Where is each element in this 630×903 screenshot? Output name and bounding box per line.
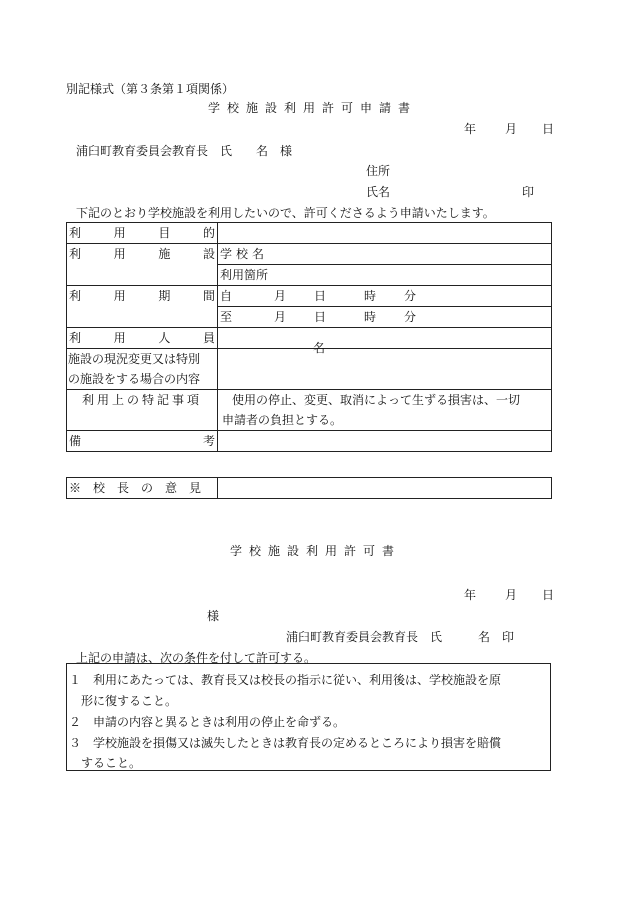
from-label: 自 [220,289,233,303]
condition-2: ２ 申請の内容と異るときは利用の停止を命ずる。 [69,715,346,729]
people-field[interactable] [218,328,552,355]
school-name-field[interactable] [218,244,552,265]
permit-issuer: 浦臼町教育委員会教育長 氏 名 印 [286,630,515,644]
row-notes [67,390,552,431]
row-facility [67,244,552,265]
application-intro: 下記のとおり学校施設を利用したいので、許可くださるよう申請いたします。 [76,206,495,220]
change-label-2: の施設をする場合の内容 [68,372,201,386]
date-year: 年 [464,122,477,136]
permit-date-year: 年 [464,588,477,602]
school-name-label: 学校名 [220,247,269,261]
application-title: 学校施設利用許可申請書 [208,101,418,115]
facility-label: 利 用 施 設 [69,247,215,261]
remarks-label: 備 考 [69,434,215,448]
permit-title: 学校施設利用許可書 [230,544,402,558]
principal-opinion-field[interactable] [218,478,552,499]
change-field[interactable] [218,349,552,390]
applicant-address: 住所 [366,164,391,178]
purpose-field[interactable] [218,223,552,244]
form-label: 別記様式（第３条第１項関係） [66,82,235,96]
period-to-field[interactable]: 至 月 日 時 分 [218,307,552,328]
notes-text-2: 申請者の負担とする。 [222,413,343,427]
period-from-field[interactable]: 自 月 日 時 分 [218,286,552,307]
principal-opinion-table [66,477,552,499]
applicant-name: 氏名 [366,185,391,199]
people-label: 利 用 人 員 [69,331,215,345]
row-remarks [67,431,552,452]
location-label: 利用箇所 [220,268,269,282]
date-day: 日 [542,122,555,136]
to-label: 至 [220,310,233,324]
addressee: 浦臼町教育委員会教育長 氏 名 様 [76,144,293,158]
permit-sama: 様 [207,609,220,623]
principal-opinion-label: ※ 校 長 の 意 見 [69,481,202,495]
row-change [67,349,552,390]
applicant-seal: 印 [522,185,535,199]
row-people [67,328,552,349]
people-unit: 名 [313,341,326,355]
purpose-label: 利 用 目 的 [69,226,215,240]
row-purpose [67,223,552,244]
condition-3b: すること。 [81,756,142,770]
condition-1b: 形に復すること。 [81,694,178,708]
conditions-box [66,663,551,771]
notes-text-1: 使用の停止、変更、取消によって生ずる損害は、一切 [232,393,521,407]
period-label: 利 用 期 間 [69,289,215,303]
application-table [66,222,552,452]
permit-date-month: 月 [505,588,518,602]
date-month: 月 [505,122,518,136]
change-label-1: 施設の現況変更又は特別 [68,352,201,366]
condition-3a: ３ 学校施設を損傷又は滅失したときは教育長の定めるところにより損害を賠償 [69,736,502,750]
condition-1a: １ 利用にあたっては、教育長又は校長の指示に従い、利用後は、学校施設を原 [69,673,502,687]
remarks-field[interactable] [218,431,552,452]
notes-label: 利用上の特記事項 [81,393,202,407]
location-field[interactable] [218,265,552,286]
row-period [67,286,552,307]
permit-date-day: 日 [542,588,555,602]
permit-intro: 上記の申請は、次の条件を付して許可する。 [76,651,317,665]
